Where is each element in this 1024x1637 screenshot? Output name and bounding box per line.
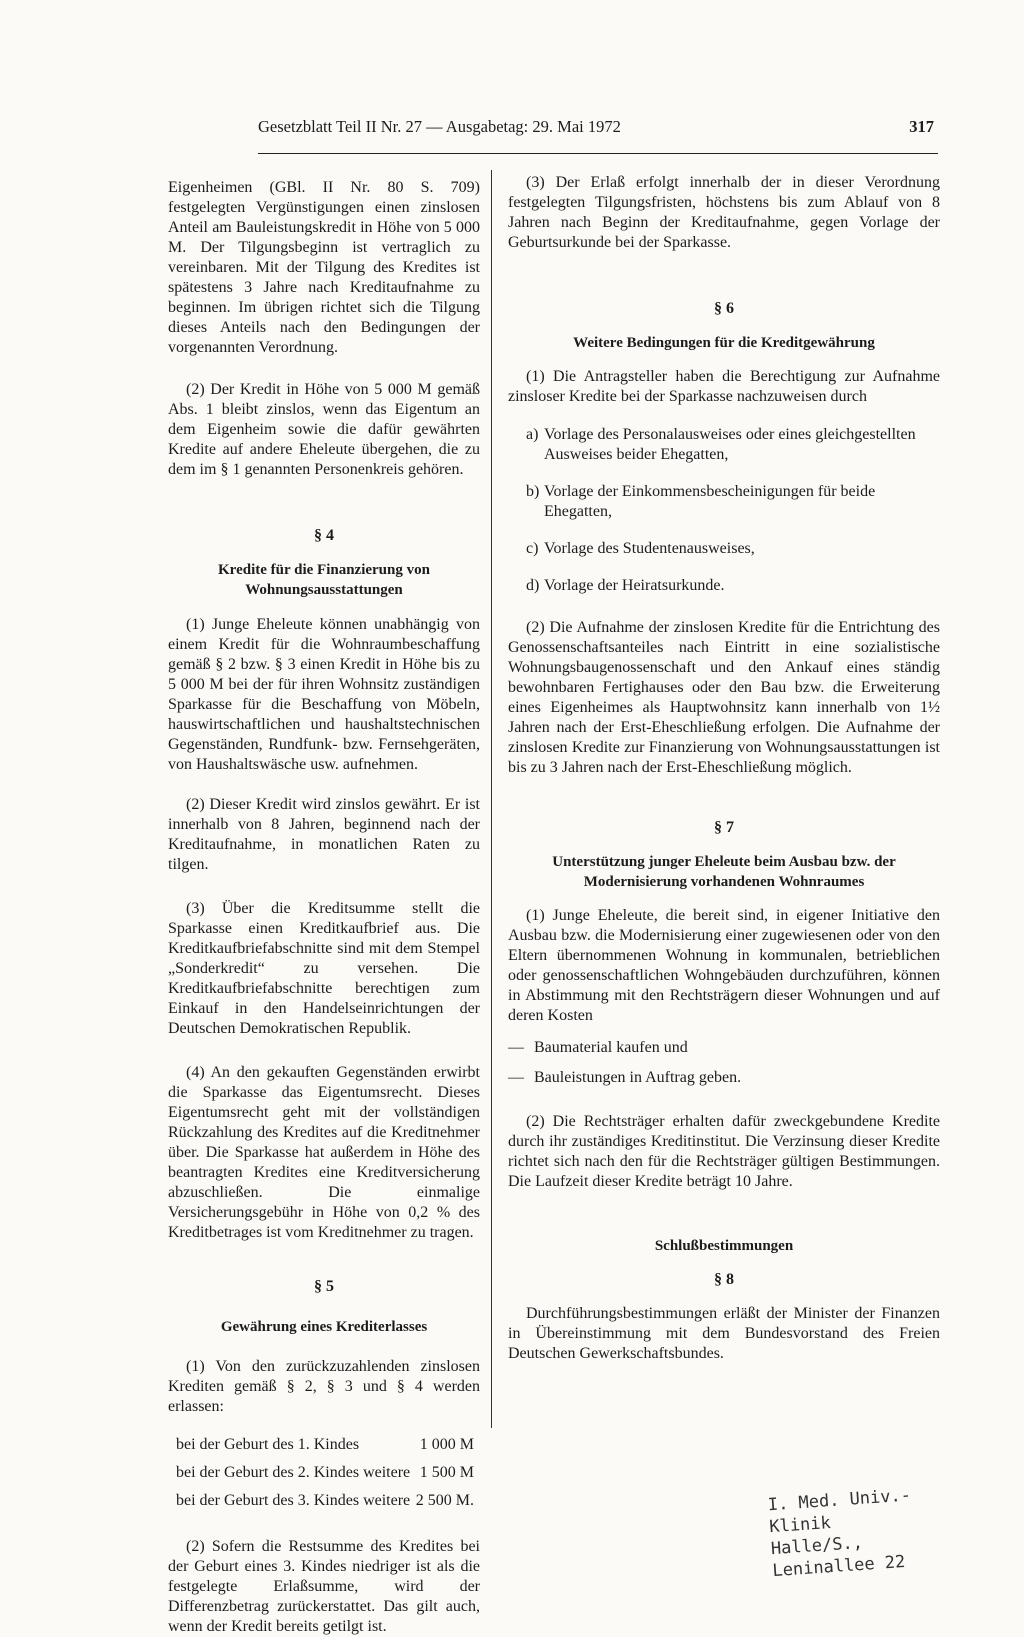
stamp-line: Halle/S., Leninallee 22 [770, 1532, 906, 1582]
schedule-label: bei der Geburt des 1. Kindes [176, 1436, 360, 1453]
section-sign: § 6 [714, 300, 734, 317]
library-stamp [767, 1482, 953, 1582]
list-item-label: c) [526, 540, 539, 557]
header-title: Gesetzblatt Teil II Nr. 27 — Ausgabetag: 29. Mai 1972 [258, 117, 621, 136]
list-item-text: Vorlage des Personalausweises oder eines gleichgestellten Ausweises beider Ehegatten, [544, 426, 916, 463]
paragraph: (4) An den gekauften Gegenständen erwirbt die Sparkasse das Eigentumsrecht. Dieses Eigentumsrecht geht mit der vollständigen Rückzahlung des Kredites auf die Kreditnehmer über. Die Sparkasse hat außerdem in Höhe des beantragten Kredites eine Kreditversicherung abzuschließen. Die einmalige Versicherungsgebühr in Höhe von 0,2 % des Kreditbetrages ist vom Kreditnehmer zu tragen. [168, 1064, 480, 1241]
list-item [526, 482, 940, 522]
closing-heading: Schlußbestimmungen [654, 1238, 794, 1254]
schedule-row [176, 1487, 480, 1515]
schedule-row [176, 1459, 480, 1487]
paragraph: (3) Der Erlaß erfolgt innerhalb der in dieser Verordnung festgelegten Tilgungsfristen, höchstens bis zum Ablauf von 8 Jahren nach Beginn der Kreditaufnahme, gegen Vorlage der Geburtsurkunde bei der Sparkasse. [508, 174, 940, 251]
schedule-amount: 2 500 M. [415, 1492, 474, 1509]
list-item-dash: — [508, 1069, 524, 1086]
schedule-row [176, 1431, 480, 1459]
paragraph: (2) Dieser Kredit wird zinslos gewährt. Er ist innerhalb von 8 Jahren, beginnend nach der Kreditaufnahme, in monatlichen Raten zu tilgen. [168, 796, 480, 873]
paragraph: (3) Über die Kreditsumme stellt die Sparkasse einen Kreditkaufbrief aus. Die Kreditkaufbriefabschnitte sind mit dem Stempel „Sonderkredit“ zu versehen. Die Kreditkaufbriefabschnitte berechtigen zum Einkauf in den Handelseinrichtungen der Deutschen Demokratischen Republik. [168, 900, 480, 1037]
header-rule [258, 153, 938, 154]
list-item-label: d) [526, 577, 540, 594]
section-sign: § 4 [314, 527, 334, 544]
paragraph: (1) Junge Eheleute können unabhängig von einem Kredit für die Wohnraumbeschaffung gemäß § 2 bzw. § 3 einen Kredit in Höhe bis zu 5 000 M bei der für ihren Wohnsitz zuständigen Sparkasse für die Beschaffung von Möbeln, hauswirtschaftlichen und haushaltstechnischen Gegenständen, Rundfunk- bzw. Fernsehgeräten, von Haushaltswäsche usw. aufnehmen. [168, 616, 480, 773]
list-item-label: b) [526, 483, 540, 500]
schedule-amount: 1 500 M [419, 1464, 474, 1481]
schedule-amount: 1 000 M [419, 1436, 474, 1453]
page-header [258, 117, 934, 141]
section-title: Weitere Bedingungen für die Kreditgewährung [573, 335, 875, 351]
paragraph: (2) Die Aufnahme der zinslosen Kredite für die Entrichtung des Genossenschaftsanteiles nach Eintritt in eine sozialistische Wohnungsbaugenossenschaft und den Ankauf eines ständig bewohnbaren Fertighauses oder den Bau bzw. die Erweiterung eines Eigenheimes als Hauptwohnsitz kann innerhalb von 1½ Jahren nach der Erst-Eheschließung erfolgen. Die Aufnahme der zinslosen Kredite zur Finanzierung von Wohnungsausstattungen ist bis zu 3 Jahren nach der Erst-Eheschließung möglich. [508, 619, 940, 776]
list-item [526, 576, 940, 596]
right-column [508, 173, 940, 1364]
schedule-label: bei der Geburt des 3. Kindes weitere [176, 1492, 411, 1509]
left-column [168, 178, 480, 1637]
column-divider [491, 170, 492, 1428]
list-item [526, 425, 940, 465]
paragraph: (1) Die Antragsteller haben die Berechtigung zur Aufnahme zinsloser Kredite bei der Sparkasse nachzuweisen durch [508, 368, 940, 405]
list-item-label: a) [526, 426, 539, 443]
paragraph: (2) Sofern die Restsumme des Kredites bei der Geburt eines 3. Kindes niedriger ist als die festgelegte Erlaßsumme, wird der Differenzbetrag zurückerstattet. Das gilt auch, wenn der Kredit bereits getilgt ist. [168, 1538, 480, 1635]
list-item-text: Vorlage der Einkommensbescheinigungen für beide Ehegatten, [544, 483, 876, 520]
remission-schedule [176, 1431, 480, 1515]
requirements-list [508, 425, 940, 596]
list-item [508, 1068, 940, 1088]
page-number: 317 [909, 117, 934, 136]
stamp-line: I. Med. Univ.-Klinik [767, 1485, 912, 1538]
section-sign: § 7 [714, 819, 734, 836]
measures-list [508, 1038, 940, 1088]
section-title: Kredite für die Finanzierung von Wohnungsausstattungen [218, 562, 430, 598]
list-item [508, 1038, 940, 1058]
list-item-text: Baumaterial kaufen und [534, 1039, 688, 1056]
list-item [526, 539, 940, 559]
paragraph: (2) Der Kredit in Höhe von 5 000 M gemäß Abs. 1 bleibt zinslos, wenn das Eigentum an dem Eigenheim sowie die dafür gewährten Kredite auf andere Eheleute übergehen, die zu dem im § 1 genannten Personenkreis gehören. [168, 381, 480, 478]
paragraph: (2) Die Rechtsträger erhalten dafür zweckgebundene Kredite durch ihr zuständiges Kreditinstitut. Die Verzinsung dieser Kredite richtet sich nach den für die Rechtsträger gültigen Bestimmungen. Die Laufzeit dieser Kredite beträgt 10 Jahre. [508, 1113, 940, 1190]
list-item-text: Vorlage der Heiratsurkunde. [544, 577, 725, 594]
paragraph: (1) Von den zurückzuzahlenden zinslosen Krediten gemäß § 2, § 3 und § 4 werden erlassen: [168, 1358, 480, 1415]
list-item-text: Bauleistungen in Auftrag geben. [534, 1069, 742, 1086]
schedule-label: bei der Geburt des 2. Kindes weitere [176, 1464, 411, 1481]
intro-paragraph: Eigenheimen (GBl. II Nr. 80 S. 709) festgelegten Vergünstigungen einen zinslosen Anteil am Bauleistungskredit in Höhe von 5 000 M. Der Tilgungsbeginn ist vertraglich zu vereinbaren. Mit der Tilgung des Kredites ist spätestens 3 Jahre nach Kreditaufnahme zu beginnen. Im übrigen richtet sich die Tilgung dieses Anteils nach den Bedingungen der vorgenannten Verordnung. [168, 179, 480, 356]
section-title: Unterstützung junger Eheleute beim Ausbau bzw. der Modernisierung vorhandenen Wohnraumes [552, 854, 896, 890]
section-sign: § 8 [714, 1271, 734, 1288]
list-item-dash: — [508, 1039, 524, 1056]
list-item-text: Vorlage des Studentenausweises, [544, 540, 755, 557]
paragraph: Durchführungsbestimmungen erläßt der Minister der Finanzen in Übereinstimmung mit dem Bundesvorstand des Freien Deutschen Gewerkschaftsbundes. [508, 1305, 940, 1362]
section-title: Gewährung eines Krediterlasses [220, 1319, 428, 1335]
section-sign: § 5 [314, 1278, 334, 1295]
paragraph: (1) Junge Eheleute, die bereit sind, in eigener Initiative den Ausbau bzw. die Modernisierung einer zugewiesenen oder von den Eltern übernommenen Wohnung in kommunalen, betrieblichen oder genossenschaftlichen Wohngebäuden durchzuführen, können in Abstimmung mit den Rechtsträgern dieser Wohnungen und auf deren Kosten [508, 907, 940, 1024]
